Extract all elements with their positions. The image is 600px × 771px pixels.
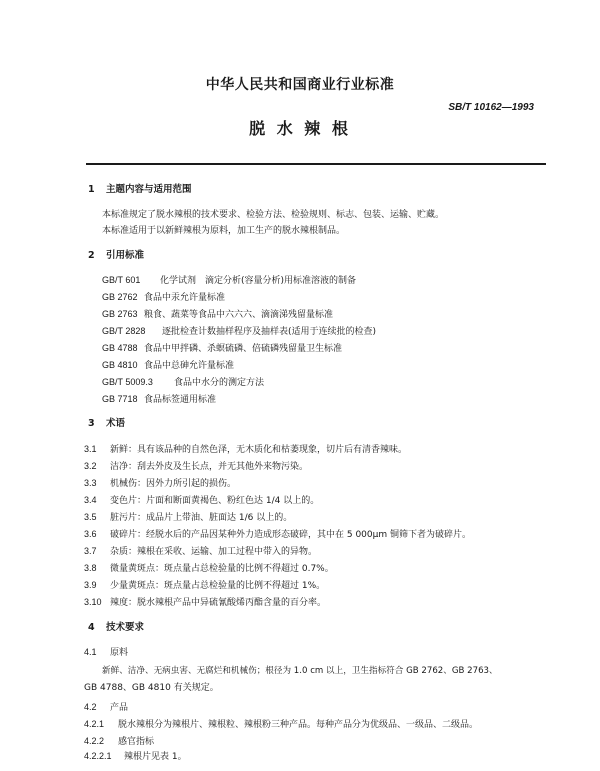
term-text: 微量黄斑点：斑点量占总检验量的比例不得超过 0.7%。	[110, 564, 334, 574]
section-3-heading: 术语	[106, 418, 126, 429]
term-text: 洁净：刮去外皮及生长点，并无其他外来物污染。	[110, 462, 309, 472]
term-item	[84, 547, 317, 557]
term-item	[84, 513, 292, 523]
standard-category: 中华人民共和国商业行业标准	[205, 77, 395, 93]
clause-title: 原料	[110, 648, 129, 658]
term-item	[84, 462, 308, 472]
term-text: 破碎片：经脱水后的产品因某种外力造成形态破碎，其中在 5 000μm 铜筛下者为破碎片。	[110, 530, 471, 540]
section-1-paragraph: 本标准规定了脱水辣根的技术要求、检验方法、检验规则、标志、包装、运输、贮藏。	[102, 210, 445, 220]
clause-4-2	[84, 703, 128, 713]
section-4-number: 4	[88, 622, 95, 633]
clause-number: 4.1	[84, 647, 97, 657]
clause-number: 4.2.2	[84, 736, 105, 746]
term-text: 新鲜：具有该品种的自然色泽，无木质化和枯萎现象，切片后有清香辣味。	[110, 445, 408, 455]
reference-title: 食品中总砷允许量标准	[144, 361, 235, 371]
document-title: 脱 水 辣 根	[249, 119, 351, 138]
term-number: 3.9	[84, 580, 97, 590]
clause-4-2-2	[84, 737, 154, 747]
clause-title: 产品	[110, 703, 129, 713]
term-item	[84, 581, 325, 591]
reference-code: GB 4788	[102, 343, 138, 353]
section-3-number: 3	[88, 418, 95, 429]
reference-item	[102, 293, 225, 303]
reference-code: GB 2762	[102, 292, 138, 302]
clause-4-2-1	[84, 720, 478, 730]
term-item	[84, 564, 334, 574]
clause-text: 脱水辣根分为辣根片、辣根粒、辣根粉三种产品。每种产品分为优级品、一级品、二级品。	[118, 720, 479, 730]
clause-number: 4.2	[84, 702, 97, 712]
term-item	[84, 496, 319, 506]
term-text: 机械伤：因外力所引起的损伤。	[110, 479, 237, 489]
clause-4-2-2-1	[84, 752, 187, 762]
term-number: 3.1	[84, 444, 97, 454]
term-number: 3.3	[84, 478, 97, 488]
term-item	[84, 445, 407, 455]
clause-number: 4.2.2.1	[84, 751, 112, 761]
reference-code: GB 2763	[102, 309, 138, 319]
term-number: 3.6	[84, 529, 97, 539]
reference-title: 食品中甲拌磷、杀螟硫磷、倍硫磷残留量卫生标准	[144, 344, 343, 354]
section-1-heading: 主题内容与适用范围	[106, 184, 192, 195]
reference-code: GB/T 5009.3	[102, 377, 153, 387]
term-text: 脏污片：成品片上带油、脏面达 1/6 以上的。	[110, 513, 293, 523]
term-text: 辣度：脱水辣根产品中异硫氰酸烯丙酯含量的百分率。	[110, 598, 327, 608]
reference-code: GB 4810	[102, 360, 138, 370]
term-number: 3.5	[84, 512, 97, 522]
reference-title: 食品标签通用标准	[144, 395, 217, 405]
standard-code: SB/T 10162—1993	[448, 102, 534, 113]
reference-code: GB/T 2828	[102, 326, 146, 336]
reference-item	[102, 344, 342, 354]
term-number: 3.2	[84, 461, 97, 471]
term-item	[84, 530, 471, 540]
term-item	[84, 598, 326, 608]
term-number: 3.8	[84, 563, 97, 573]
reference-title: 食品中水分的测定方法	[174, 378, 265, 388]
term-number: 3.4	[84, 495, 97, 505]
clause-4-1	[84, 648, 128, 658]
reference-item	[102, 310, 333, 320]
reference-item	[102, 327, 376, 337]
section-2-number: 2	[88, 250, 95, 261]
reference-item	[102, 361, 234, 371]
reference-code: GB/T 601	[102, 275, 141, 285]
term-text: 杂质：辣根在采收、运输、加工过程中带入的异物。	[110, 547, 318, 557]
header-rule	[86, 163, 546, 165]
reference-code: GB 7718	[102, 394, 138, 404]
reference-title: 食品中汞允许量标准	[144, 293, 226, 303]
section-1-number: 1	[88, 184, 95, 195]
reference-title: 化学试剂 滴定分析(容量分析)用标准溶液的制备	[160, 276, 357, 286]
term-text: 变色片：片面和断面黄褐色、粉红色达 1/4 以上的。	[110, 496, 320, 506]
section-4-heading: 技术要求	[106, 622, 145, 633]
clause-number: 4.2.1	[84, 719, 105, 729]
reference-title: 逐批检查计数抽样程序及抽样表(适用于连续批的检查)	[162, 327, 377, 337]
clause-title: 感官指标	[118, 737, 155, 747]
term-number: 3.7	[84, 546, 97, 556]
reference-item	[102, 378, 264, 388]
term-number: 3.10	[84, 597, 102, 607]
reference-item	[102, 276, 356, 286]
reference-title: 粮食、蔬菜等食品中六六六、滴滴涕残留量标准	[144, 310, 334, 320]
term-item	[84, 479, 236, 489]
reference-item	[102, 395, 216, 405]
term-text: 少量黄斑点：斑点量占总检验量的比例不得超过 1%。	[110, 581, 326, 591]
section-1-paragraph: 本标准适用于以新鲜辣根为原料，加工生产的脱水辣根制品。	[102, 226, 346, 236]
clause-text: 辣根片见表 1。	[124, 752, 187, 762]
clause-4-1-text: 新鲜、洁净、无病虫害、无腐烂和机械伤；根径为 1.0 cm 以上，卫生指标符合 GB 2762、GB 2763、	[102, 666, 498, 676]
clause-4-1-text: GB 4788、GB 4810 有关规定。	[84, 683, 219, 693]
section-2-heading: 引用标准	[106, 250, 145, 261]
